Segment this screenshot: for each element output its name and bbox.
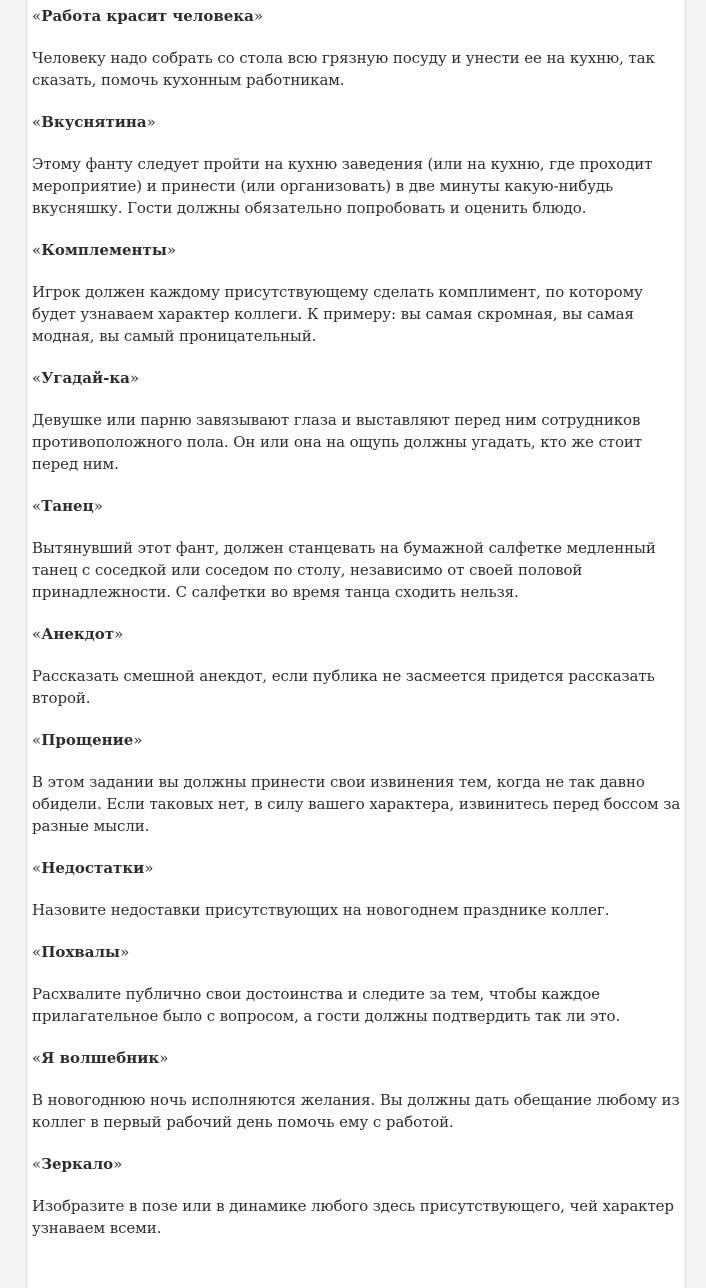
section-text: Изобразите в позе или в динамике любого здесь присутствующего, чей характер узнаваем всеми.	[32, 1197, 674, 1237]
section-heading: «Недостатки»	[32, 859, 154, 877]
section-heading: «Зеркало»	[32, 1155, 123, 1173]
section-heading: «Я волшебник»	[32, 1049, 169, 1067]
section-text: Девушке или парню завязывают глаза и выставляют перед ним сотрудников противоположного пола. Он или она на ощупь должны угадать, кто же стоит перед ним.	[32, 411, 642, 473]
section-text: Назовите недоставки присутствующих на новогоднем празднике коллег.	[32, 901, 610, 919]
section-text: Этому фанту следует пройти на кухню заведения (или на кухню, где проходит мероприятие) и принести (или организовать) в две минуты какую-нибудь вкусняшку. Гости должны обязательно попробовать и оценить блюдо.	[32, 155, 653, 217]
section-heading: «Работа красит человека»	[32, 7, 264, 25]
section-heading: «Похвалы»	[32, 943, 130, 961]
section-heading: «Угадай-ка»	[32, 369, 140, 387]
article-content	[32, 5, 684, 1239]
section-heading: «Танец»	[32, 497, 103, 515]
section-heading: «Вкуснятина»	[32, 113, 156, 131]
section-text: В новогоднюю ночь исполняются желания. Вы должны дать обещание любому из коллег в первый рабочий день помочь ему с работой.	[32, 1091, 680, 1131]
section-text: Вытянувший этот фант, должен станцевать на бумажной салфетке медленный танец с соседкой или соседом по столу, независимо от своей половой принадлежности. С салфетки во время танца сходить нельзя.	[32, 539, 656, 601]
article-page	[26, 0, 686, 1288]
section-heading: «Прощение»	[32, 731, 143, 749]
section-text: Человеку надо собрать со стола всю грязную посуду и унести ее на кухню, так сказать, помочь кухонным работникам.	[32, 49, 655, 89]
section-text: Расхвалите публично свои достоинства и следите за тем, чтобы каждое прилагательное было с вопросом, а гости должны подтвердить так ли это.	[32, 985, 621, 1025]
section-text: В этом задании вы должны принести свои извинения тем, когда не так давно обидели. Если таковых нет, в силу вашего характера, извинитесь перед боссом за разные мысли.	[32, 773, 681, 835]
section-text: Рассказать смешной анекдот, если публика не засмеется придется рассказать второй.	[32, 667, 655, 707]
section-heading: «Комплементы»	[32, 241, 177, 259]
section-text: Игрок должен каждому присутствующему сделать комплимент, по которому будет узнаваем характер коллеги. К примеру: вы самая скромная, вы самая модная, вы самый проницательный.	[32, 283, 643, 345]
section-heading: «Анекдот»	[32, 625, 124, 643]
